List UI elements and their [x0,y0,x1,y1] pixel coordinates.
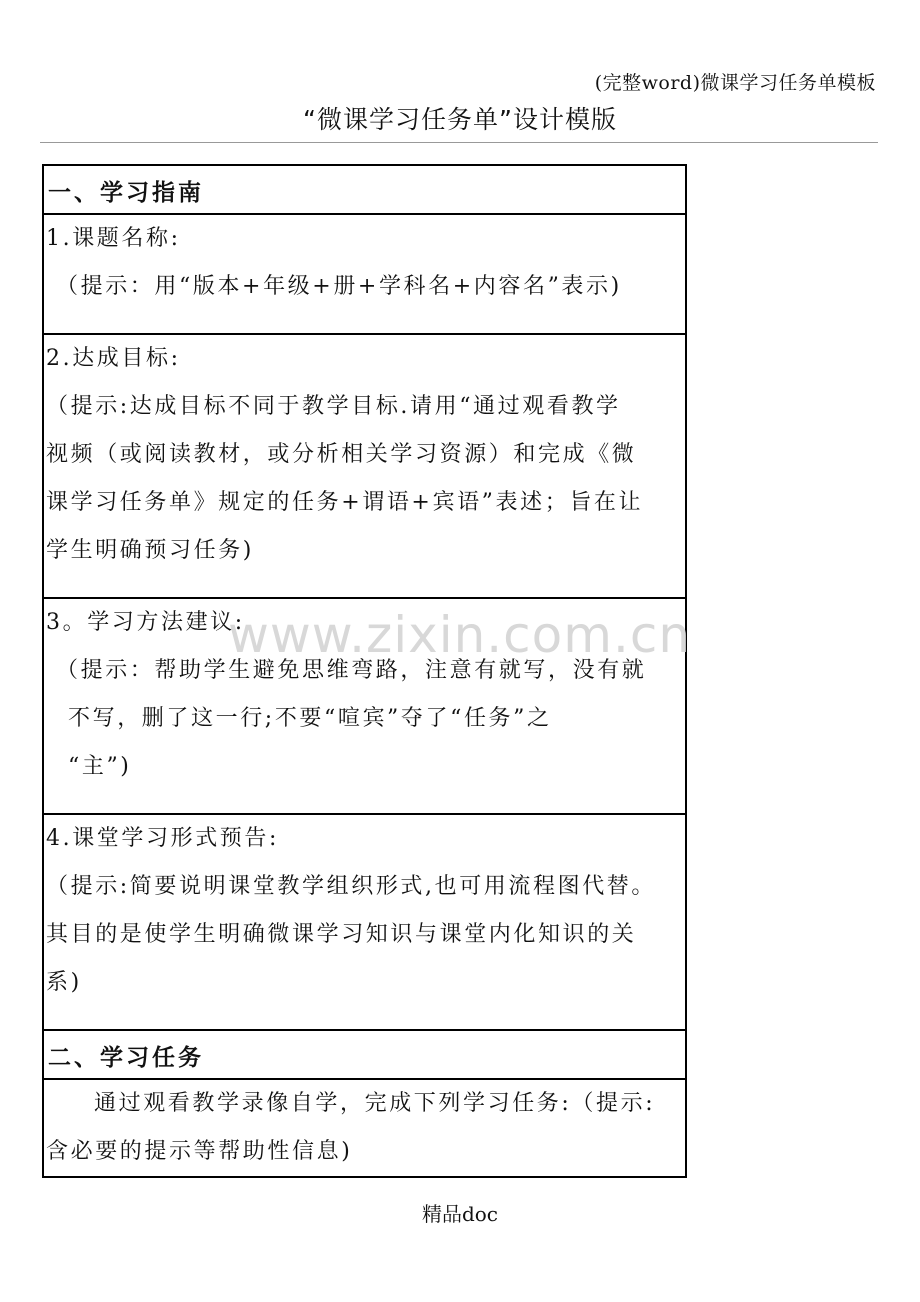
header-divider [40,142,878,143]
watermark: www.zixin.com.cn [228,606,692,664]
task-table [42,164,687,1178]
goals-hint-line: （提示:达成目标不同于教学目标.请用“通过观看教学 [46,394,621,419]
preview-hint-line: （提示:简要说明课堂教学组织形式,也可用流程图代替。 [46,874,657,899]
page-title: “微课学习任务单”设计模版 [303,105,617,134]
goals-hint-line: 视频（或阅读教材，或分析相关学习资源）和完成《微 [46,442,637,467]
methods-label: 3。学习方法建议: [46,610,245,635]
methods-hint-line: 不写，删了这一行;不要“喧宾”夺了“任务”之 [68,706,552,731]
topic-row [44,215,685,335]
preview-label: 4.课堂学习形式预告: [46,826,280,851]
header-note: (完整word)微课学习任务单模板 [594,72,876,94]
preview-hint-line: 系) [46,970,82,995]
methods-row [44,599,685,815]
goals-hint-line: 学生明确预习任务) [46,538,254,563]
section-tasks-heading: 二、学习任务 [48,1045,204,1071]
goals-hint-line: 课学习任务单》规定的任务+谓语+宾语”表述；旨在让 [46,490,644,515]
preview-row [44,815,685,1031]
preview-hint-line: 其目的是使学生明确微课学习知识与课堂内化知识的关 [46,922,637,947]
section-tasks-row [44,1031,685,1080]
tasks-line: 含必要的提示等帮助性信息) [46,1139,353,1164]
page-footer: 精品doc [421,1202,499,1226]
topic-label: 1.课题名称: [46,226,181,251]
tasks-line: 通过观看教学录像自学，完成下列学习任务:（提示: [94,1091,656,1116]
section-study-guide-row [44,166,685,215]
goals-row [44,335,685,599]
tasks-row [44,1080,685,1176]
methods-hint-line: （提示：帮助学生避免思维弯路，注意有就写，没有就 [56,658,647,683]
section-study-guide-heading: 一、学习指南 [48,180,204,206]
methods-hint-line: “主”) [68,754,132,779]
topic-hint: （提示：用“版本+年级+册+学科名+内容名”表示) [56,274,622,299]
goals-label: 2.达成目标: [46,346,181,371]
